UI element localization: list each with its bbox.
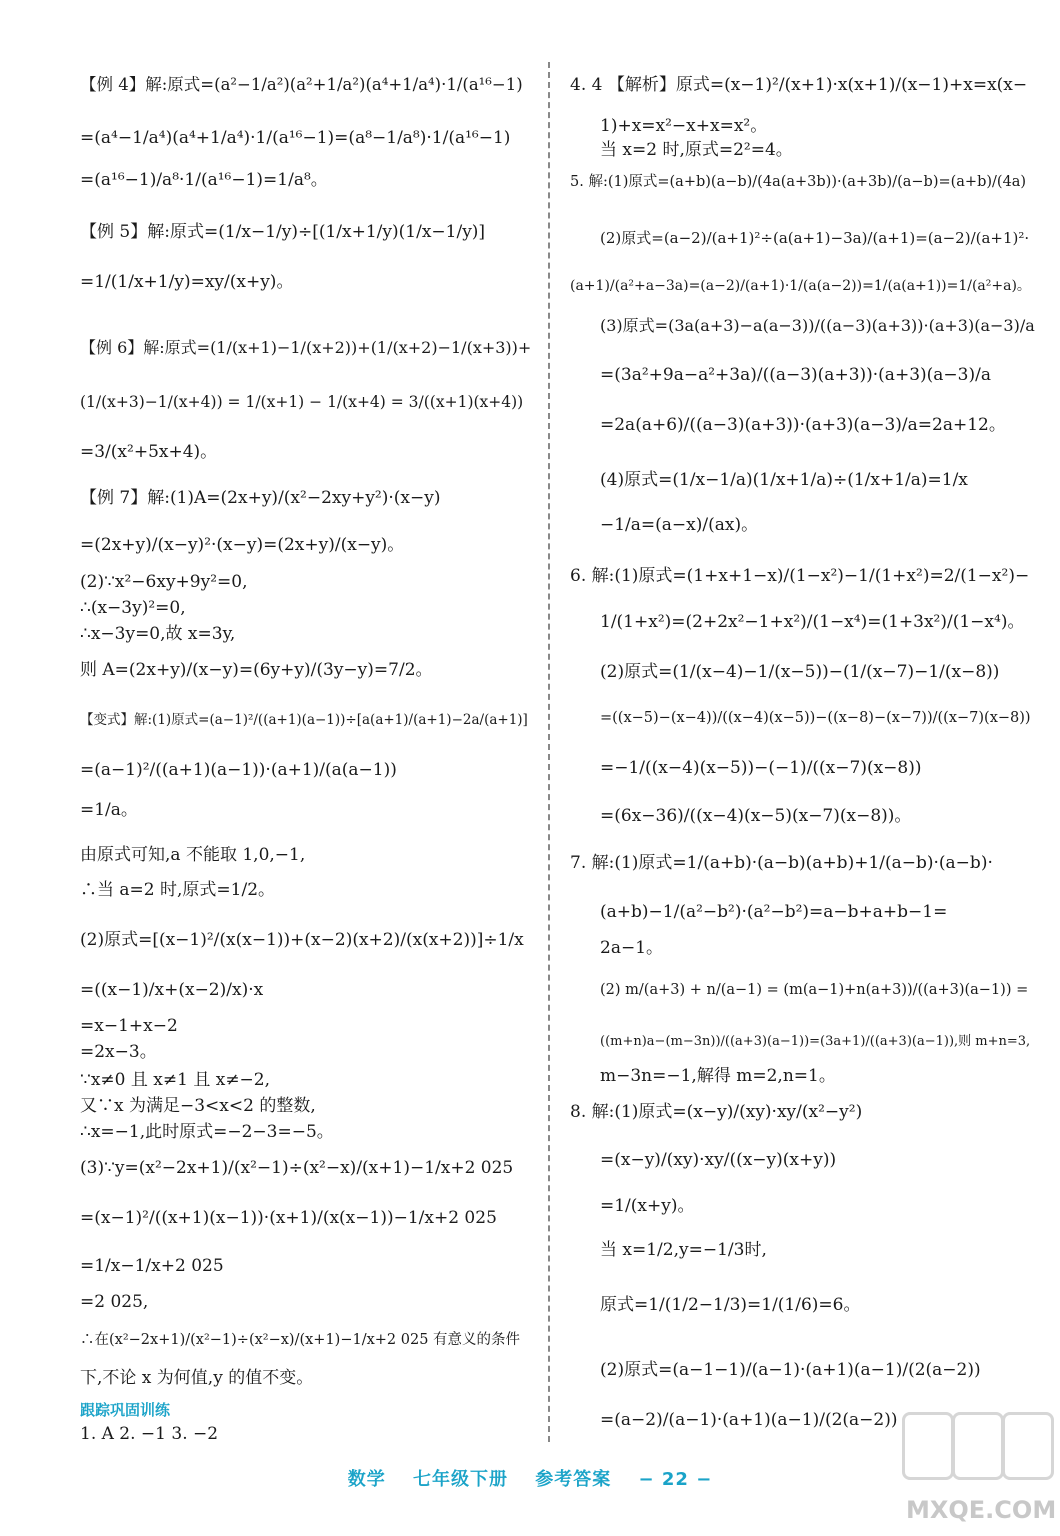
solution-line: ∴x=−1,此时原式=−2−3=−5。	[80, 1122, 334, 1142]
solution-line: 1/(1+x²)=(2+2x²−1+x²)/(1−x⁴)=(1+3x²)/(1−x⁴)。	[600, 612, 1025, 632]
solution-line: 1. A 2. −1 3. −2	[80, 1424, 219, 1444]
solution-line: 2a−1。	[600, 938, 664, 958]
solution-line: 5. 解:(1)原式=(a+b)(a−b)/(4a(a+3b))·(a+3b)/(a−b)=(a+b)/(4a)	[570, 174, 1027, 190]
solution-line: =(a−2)/(a−1)·(a+1)(a−1)/(2(a−2))	[600, 1410, 898, 1430]
solution-line: =2a(a+6)/((a−3)(a+3))·(a+3)(a−3)/a=2a+12。	[600, 415, 1006, 435]
solution-line: 下,不论 x 为何值,y 的值不变。	[80, 1368, 314, 1388]
solution-line: 4. 4 【解析】原式=(x−1)²/(x+1)·x(x+1)/(x−1)+x=x(x−	[570, 75, 1028, 95]
solution-line: (2) m/(a+3) + n/(a−1) = (m(a−1)+n(a+3))/((a+3)(a−1)) =	[600, 982, 1029, 998]
watermark-text: MXQE.COM	[906, 1496, 1057, 1524]
solution-line: =2 025,	[80, 1292, 149, 1312]
solution-line: =2x−3。	[80, 1042, 157, 1062]
solution-line: (1/(x+3)−1/(x+4)) = 1/(x+1) − 1/(x+4) = 3/((x+1)(x+4))	[80, 393, 524, 411]
solution-line: (a+1)/(a²+a−3a)=(a−2)/(a+1)·1/(a(a−2))=1/(a(a+1))=1/(a²+a)。	[570, 278, 1031, 294]
solution-line: ∴(x−3y)²=0,	[80, 598, 186, 618]
solution-line: 又∵x 为满足−3<x<2 的整数,	[80, 1096, 316, 1116]
solution-line: 8. 解:(1)原式=(x−y)/(xy)·xy/(x²−y²)	[570, 1102, 863, 1122]
solution-line: =(3a²+9a−a²+3a)/((a−3)(a+3))·(a+3)(a−3)/a	[600, 365, 991, 385]
solution-line: (3)∵y=(x²−2x+1)/(x²−1)÷(x²−x)/(x+1)−1/x+2 025	[80, 1158, 514, 1178]
solution-line: 【变式】解:(1)原式=(a−1)²/((a+1)(a−1))÷[a(a+1)/(a+1)−2a/(a+1)]	[80, 712, 528, 728]
solution-line: 【例 4】解:原式=(a²−1/a²)(a²+1/a²)(a⁴+1/a⁴)·1/(a¹⁶−1)	[80, 75, 523, 94]
solution-line: 当 x=1/2,y=−1/3时,	[600, 1240, 767, 1260]
solution-line: (a+b)−1/(a²−b²)·(a²−b²)=a−b+a+b−1=	[600, 902, 948, 922]
solution-line: =(a¹⁶−1)/a⁸·1/(a¹⁶−1)=1/a⁸。	[80, 170, 328, 190]
solution-line: 【例 5】解:原式=(1/x−1/y)÷[(1/x+1/y)(1/x−1/y)]	[80, 222, 486, 242]
solution-line: =(a⁴−1/a⁴)(a⁴+1/a⁴)·1/(a¹⁶−1)=(a⁸−1/a⁸)·1/(a¹⁶−1)	[80, 128, 511, 148]
solution-line: ∴当 a=2 时,原式=1/2。	[80, 880, 276, 900]
section-heading: 跟踪巩固训练	[80, 1401, 171, 1419]
solution-line: ∴x−3y=0,故 x=3y,	[80, 624, 236, 644]
solution-line: (2)原式=(a−1−1)/(a−1)·(a+1)(a−1)/(2(a−2))	[600, 1360, 981, 1380]
page-number: − 22 −	[638, 1469, 713, 1490]
footer-grade: 七年级下册	[412, 1469, 508, 1490]
solution-line: (4)原式=(1/x−1/a)(1/x+1/a)÷(1/x+1/a)=1/x	[600, 470, 968, 490]
solution-line: 1)+x=x²−x+x=x²。	[600, 116, 768, 136]
solution-line: =x−1+x−2	[80, 1016, 178, 1036]
solution-line: =((x−5)−(x−4))/((x−4)(x−5))−((x−8)−(x−7))/((x−7)(x−8))	[600, 710, 1031, 726]
solution-line: ∴在(x²−2x+1)/(x²−1)÷(x²−x)/(x+1)−1/x+2 025 有意义的条件	[80, 1332, 521, 1348]
solution-line: (2)原式=(a−2)/(a+1)²÷(a(a+1)−3a)/(a+1)=(a−2)/(a+1)²·	[600, 229, 1030, 247]
footer-subject: 数学	[347, 1469, 386, 1490]
solution-line: (2)原式=(1/(x−4)−1/(x−5))−(1/(x−7)−1/(x−8))	[600, 662, 1000, 682]
footer-answers: 参考答案	[535, 1469, 612, 1490]
solution-line: =1/x−1/x+2 025	[80, 1256, 224, 1276]
solution-line: 6. 解:(1)原式=(1+x+1−x)/(1−x²)−1/(1+x²)=2/(1−x²)−	[570, 566, 1030, 586]
solution-line: −1/a=(a−x)/(ax)。	[600, 515, 759, 535]
page-footer	[0, 1465, 1060, 1491]
solution-line: 当 x=2 时,原式=2²=4。	[600, 140, 793, 160]
solution-line: (2)原式=[(x−1)²/(x(x−1))+(x−2)(x+2)/(x(x+2))]÷1/x	[80, 930, 524, 950]
solution-line: =−1/((x−4)(x−5))−(−1)/((x−7)(x−8))	[600, 758, 922, 778]
solution-line: =(2x+y)/(x−y)²·(x−y)=(2x+y)/(x−y)。	[80, 535, 405, 555]
solution-line: m−3n=−1,解得 m=2,n=1。	[600, 1066, 836, 1086]
solution-line: =1/(1/x+1/y)=xy/(x+y)。	[80, 272, 294, 292]
solution-line: =1/a。	[80, 800, 138, 820]
solution-line: 则 A=(2x+y)/(x−y)=(6y+y)/(3y−y)=7/2。	[80, 660, 433, 680]
solution-line: (3)原式=(3a(a+3)−a(a−3))/((a−3)(a+3))·(a+3)(a−3)/a	[600, 316, 1035, 335]
solution-line: =((x−1)/x+(x−2)/x)·x	[80, 980, 264, 1000]
solution-line: 由原式可知,a 不能取 1,0,−1,	[80, 845, 306, 865]
solution-line: 7. 解:(1)原式=1/(a+b)·(a−b)(a+b)+1/(a−b)·(a−b)·	[570, 853, 993, 873]
solution-line: ∵x≠0 且 x≠1 且 x≠−2,	[80, 1070, 271, 1090]
column-divider	[548, 62, 550, 1442]
solution-line: 原式=1/(1/2−1/3)=1/(1/6)=6。	[600, 1295, 861, 1315]
watermark-logo	[902, 1412, 1057, 1530]
solution-line: =1/(x+y)。	[600, 1196, 695, 1216]
solution-line: (2)∵x²−6xy+9y²=0,	[80, 572, 248, 592]
solution-line: 【例 7】解:(1)A=(2x+y)/(x²−2xy+y²)·(x−y)	[80, 488, 441, 508]
solution-line: =(a−1)²/((a+1)(a−1))·(a+1)/(a(a−1))	[80, 760, 397, 780]
solution-line: =(6x−36)/((x−4)(x−5)(x−7)(x−8))。	[600, 806, 912, 826]
solution-line: =3/(x²+5x+4)。	[80, 442, 218, 462]
solution-line: 【例 6】解:原式=(1/(x+1)−1/(x+2))+(1/(x+2)−1/(x+3))+	[80, 338, 532, 357]
solution-line: ((m+n)a−(m−3n))/((a+3)(a−1))=(3a+1)/((a+3)(a−1)),则 m+n=3,	[600, 1034, 1031, 1049]
solution-line: =(x−1)²/((x+1)(x−1))·(x+1)/(x(x−1))−1/x+2 025	[80, 1208, 497, 1228]
solution-line: =(x−y)/(xy)·xy/((x−y)(x+y))	[600, 1150, 837, 1170]
